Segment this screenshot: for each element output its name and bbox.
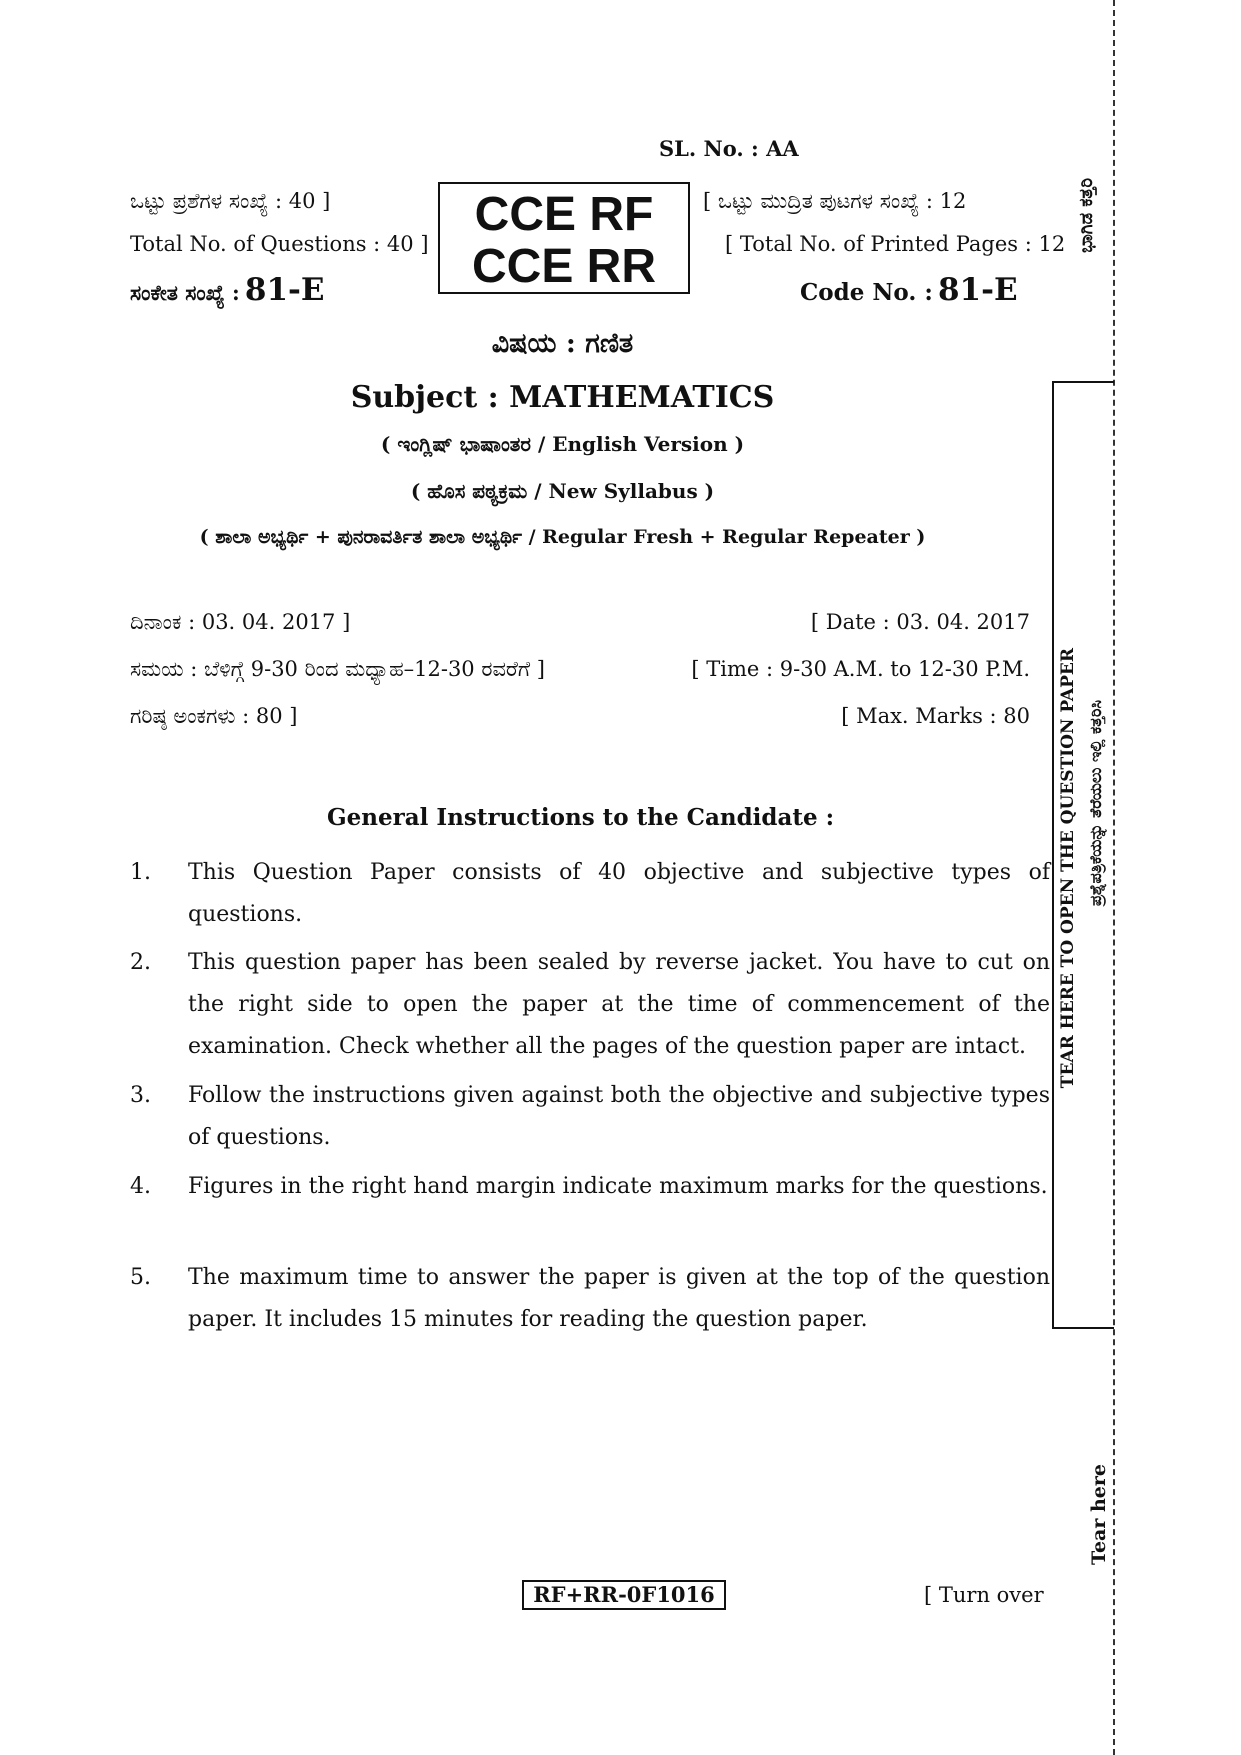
instruction-item (130, 1075, 1050, 1159)
turn-over: [ Turn over (924, 1583, 1044, 1607)
version-line: ( ಇಂಗ್ಲಿಷ್ ಭಾಷಾಂತರ / English Version ) (380, 432, 745, 456)
instruction-item (130, 942, 1050, 1068)
total-questions-kn: ಒಟ್ಟು ಪ್ರಶೆಗಳ ಸಂಖ್ಯೆ : 40 ] (130, 189, 331, 213)
subject-en: Subject : MATHEMATICS (350, 380, 775, 415)
instruction-item (130, 852, 1050, 936)
total-pages-kn: [ ಒಟ್ಟು ಮುದ್ರಿತ ಪುಟಗಳ ಸಂಖ್ಯೆ : 12 (703, 189, 967, 213)
tear-instruction-en: TEAR HERE TO OPEN THE QUESTION PAPER (1058, 648, 1078, 1089)
syllabus-line: ( ಹೊಸ ಪಠ್ಯಕ್ರಮ / New Syllabus ) (410, 479, 715, 503)
date-kn: ದಿನಾಂಕ : 03. 04. 2017 ] (130, 610, 351, 634)
margin-kn-top: ಭಾಗಿಡ ಕತ್ತರಿ (1076, 178, 1097, 253)
instruction-text: This question paper has been sealed by reverse jacket. You have to cut on the right side to open the paper at the time of commencement of the examination. Check whether all the pages of the question paper are intact. (188, 950, 1050, 1059)
instruction-text: This Question Paper consists of 40 objective and subjective types of questions. (188, 860, 1050, 927)
instruction-number: 2. (130, 950, 151, 975)
instruction-number: 1. (130, 860, 151, 885)
marks-en: [ Max. Marks : 80 (841, 704, 1030, 728)
instruction-number: 4. (130, 1174, 151, 1199)
instructions-heading: General Instructions to the Candidate : (327, 804, 835, 831)
code-value-left: 81-E (244, 272, 325, 308)
instruction-item (130, 1257, 1050, 1341)
tear-here-label: Tear here (1088, 1464, 1110, 1565)
instruction-text: The maximum time to answer the paper is given at the top of the question paper. It includes 15 minutes for reading the question paper. (188, 1265, 1050, 1332)
date-en: [ Date : 03. 04. 2017 (810, 610, 1030, 634)
instruction-item (130, 1166, 1050, 1250)
tear-instruction-kn: ಪ್ರಶ್ನೆಪತ್ರಿಕೆಯನ್ನು ತೆರೆಯಲು ಇಲ್ಲಿ ಕತ್ತರಿಸಿ (1086, 700, 1105, 907)
total-questions-en: Total No. of Questions : 40 ] (130, 232, 429, 256)
total-pages-en: [ Total No. of Printed Pages : 12 (725, 232, 1066, 256)
time-en: [ Time : 9-30 A.M. to 12-30 P.M. (691, 657, 1030, 681)
code-label-kn: ಸಂಕೇತ ಸಂಖ್ಯೆ : (130, 280, 240, 305)
paper-code-box: RF+RR-0F1016 (522, 1580, 726, 1610)
code-number-kn (130, 272, 325, 308)
code-value-right: 81-E (937, 272, 1018, 308)
serial-number: SL. No. : AA (659, 136, 799, 161)
instruction-number: 3. (130, 1083, 151, 1108)
exam-title-line-2: CCE RR (471, 240, 656, 293)
code-label-en: Code No. : (800, 279, 933, 306)
marks-kn: ಗರಿಷ್ಠ ಅಂಕಗಳು : 80 ] (130, 704, 298, 728)
exam-title-box (438, 182, 690, 294)
code-number-en (800, 272, 1018, 308)
subject-kn: ವಿಷಯ : ಗಣಿತ (491, 328, 634, 359)
time-kn: ಸಮಯ : ಬೆಳಿಗ್ಗೆ 9-30 ರಿಂದ ಮಧ್ಯಾಹ–12-30 ರವರೆಗೆ ] (130, 657, 545, 681)
candidate-type-line: ( ಶಾಲಾ ಅಭ್ಯರ್ಥಿ + ಪುನರಾವರ್ತಿತ ಶಾಲಾ ಅಭ್ಯರ್ಥಿ / Regular Fresh + Regular Repeater ) (199, 526, 926, 548)
exam-title-line-1: CCE RF (474, 188, 654, 241)
instruction-text: Follow the instructions given against both the objective and subjective types of questions. (188, 1083, 1050, 1150)
instruction-number: 5. (130, 1265, 151, 1290)
instruction-text: Figures in the right hand margin indicate maximum marks for the questions. (188, 1174, 1048, 1199)
